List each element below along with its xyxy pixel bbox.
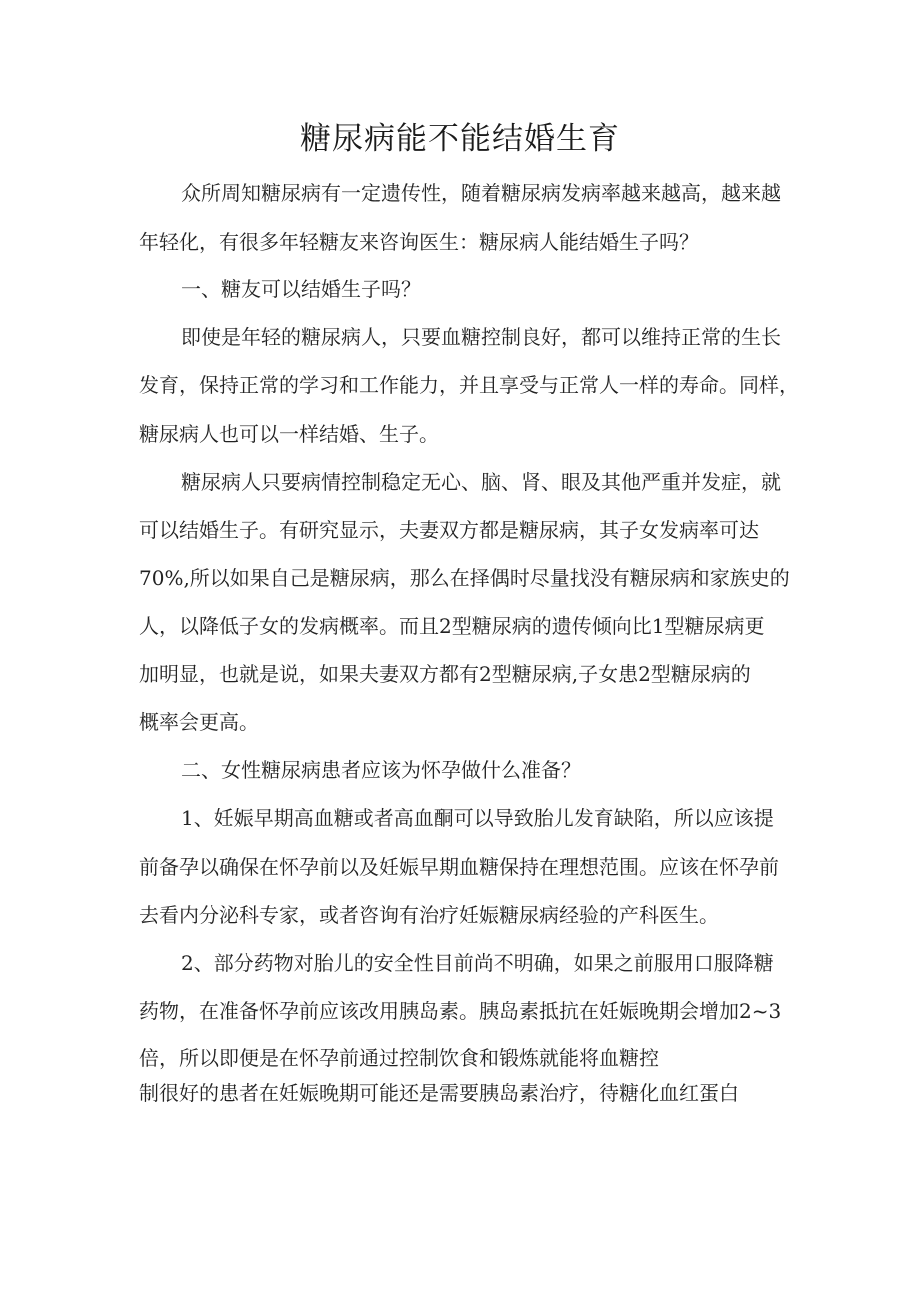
paragraph-line: 70%,所以如果自己是糖尿病，那么在择偶时尽量找没有糖尿病和家族史的 — [139, 566, 790, 590]
paragraph-line: 去看内分泌科专家，或者咨询有治疗妊娠糖尿病经验的产科医生。 — [139, 903, 719, 927]
intro-line-2: 年轻化，有很多年轻糖友来咨询医生：糖尿病人能结婚生子吗？ — [139, 230, 699, 254]
paragraph-line: 1、妊娠早期高血糖或者高血酮可以导致胎儿发育缺陷，所以应该提 — [181, 806, 774, 830]
paragraph-line: 人，以降低子女的发病概率。而且2型糖尿病的遗传倾向比1型糖尿病更 — [139, 614, 765, 638]
intro-line-1: 众所周知糖尿病有一定遗传性，随着糖尿病发病率越来越高，越来越 — [181, 181, 781, 205]
paragraph-line: 加明显，也就是说，如果夫妻双方都有2型糖尿病,子女患2型糖尿病的 — [139, 662, 751, 686]
paragraph-line: 前备孕以确保在怀孕前以及妊娠早期血糖保持在理想范围。应该在怀孕前 — [139, 855, 779, 879]
section-heading-2: 二、女性糖尿病患者应该为怀孕做什么准备？ — [181, 758, 581, 782]
paragraph-line: 2、部分药物对胎儿的安全性目前尚不明确，如果之前服用口服降糖 — [181, 951, 774, 975]
paragraph-line: 药物，在准备怀孕前应该改用胰岛素。胰岛素抵抗在妊娠晚期会增加2~3 — [139, 999, 782, 1023]
paragraph-line: 可以结婚生子。有研究显示，夫妻双方都是糖尿病，其子女发病率可达 — [139, 518, 759, 542]
paragraph-line: 糖尿病人只要病情控制稳定无心、脑、肾、眼及其他严重并发症，就 — [181, 470, 781, 494]
paragraph-line: 即使是年轻的糖尿病人，只要血糖控制良好，都可以维持正常的生长 — [181, 325, 781, 349]
paragraph-line: 糖尿病人也可以一样结婚、生子。 — [139, 422, 439, 446]
section-heading-1: 一、糖友可以结婚生子吗？ — [181, 277, 421, 301]
document-title: 糖尿病能不能结婚生育 — [300, 121, 620, 157]
paragraph-line: 发育，保持正常的学习和工作能力，并且享受与正常人一样的寿命。同样， — [139, 373, 799, 397]
paragraph-line: 制很好的患者在妊娠晚期可能还是需要胰岛素治疗，待糖化血红蛋白 — [139, 1081, 739, 1105]
paragraph-line: 倍，所以即便是在怀孕前通过控制饮食和锻炼就能将血糖控 — [139, 1046, 659, 1070]
paragraph-line: 概率会更高。 — [139, 710, 259, 734]
